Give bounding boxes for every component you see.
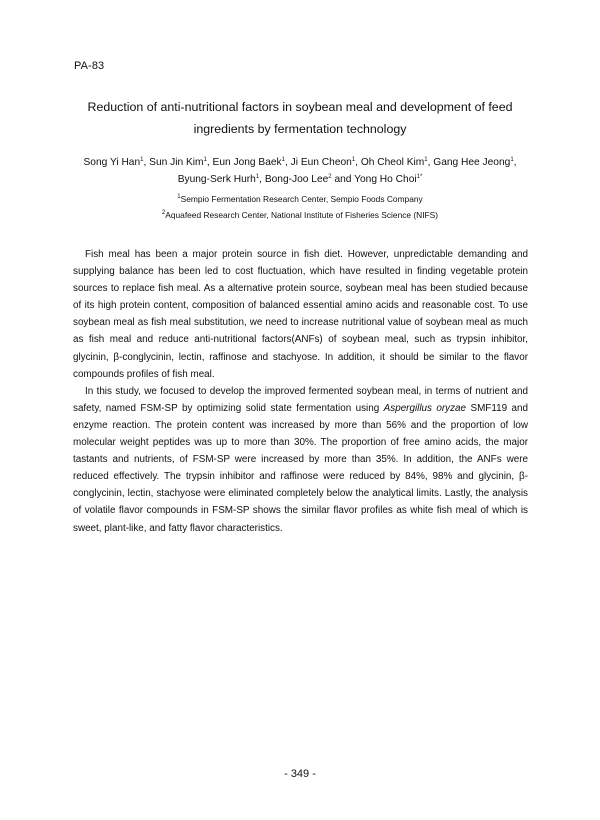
author-affiliation-mark: 1: [510, 157, 514, 163]
author-affiliation-mark: 1: [351, 157, 356, 163]
author-name: Sun Jin Kim: [149, 157, 204, 168]
page-number: - 349 -: [284, 768, 316, 780]
author-name: Gang Hee Jeong: [433, 157, 511, 168]
author-name: Eun Jong Baek: [212, 157, 282, 168]
affiliation-text: Aquafeed Research Center, National Institute of Fisheries Science (NIFS): [165, 210, 439, 220]
author-separator: ,: [427, 157, 434, 168]
author-name: Bong-Joo Lee: [264, 174, 329, 185]
title-line-2: ingredients by fermentation technology: [193, 122, 407, 136]
author-separator: ,: [513, 157, 517, 168]
author-separator: ,: [143, 157, 150, 168]
author-separator: ,: [284, 157, 291, 168]
author-separator: ,: [355, 157, 361, 168]
affiliation-text: Sempio Fermentation Research Center, Sempio Foods Company: [180, 194, 423, 204]
author-separator: ,: [259, 174, 265, 185]
abstract-paragraph-1: Fish meal has been a major protein source in fish diet. However, unpredictable demanding and supplying balance has been led to cost fluctuation, which have resulted in finding vegetable protein sources to replace fish meal. As a alternative protein source, soybean meal has been studied because of its high protein content, composition of balanced essential amino acids and reasonable cost. To use soybean meal as fish meal substitution, we need to increase nutritional value of soybean meal as much as fish meal and reduce anti-nutritional factors(ANFs) of soybean meal, such as trypsin inhibitor, glycinin, β-conglycinin, lectin, raffinose and stachyose. In addition, it should be similar to the flavor compounds profiles of fish meal.: [73, 249, 528, 380]
abstract-code: PA-83: [74, 60, 105, 72]
abstract-body: [73, 246, 528, 537]
author-affiliation-mark: 1: [203, 157, 207, 163]
author-affiliation-mark: 2: [328, 174, 332, 180]
paragraph-text: SMF119 and enzyme reaction. The protein content was increased by more than 56% and the proportion of low molecular weight peptides was up to more than 30%. The proportion of free amino acids, the major tastants and nutrients, of FSM-SP were increased by more than 35%. In addition, the ANFs were reduced effectively. The trypsin inhibitor and raffinose were reduced by 84%, 98% and glycinin, β-conglycinin, lectin, stachyose were eliminated completely below the analytical limits. Lastly, the analysis of volatile flavor compounds in FSM-SP shows the similar flavor profiles as white fish meal of which is sweet, plant-like, and fatty flavor characteristics.: [73, 402, 528, 534]
author-separator: ,: [206, 157, 213, 168]
paragraph-text: In this study, we focused to develop the improved fermented soybean meal, in terms of nutrient and safety, named FSM-SP by optimizing solid state fermentation using: [73, 385, 528, 414]
author-affiliation-mark: 1: [255, 174, 260, 180]
author-name: Song Yi Han: [83, 157, 141, 168]
author-affiliation-mark: 1: [424, 157, 428, 163]
affiliation-mark: 2: [161, 210, 166, 216]
author-affiliation-mark: 1*: [416, 174, 423, 180]
title-line-1: Reduction of anti-nutritional factors in soybean meal and development of feed: [87, 100, 513, 114]
affiliation-2: [60, 208, 540, 222]
author-list: [60, 154, 540, 188]
author-name: Ji Eun Cheon: [290, 157, 352, 168]
affiliation-mark: 1: [177, 194, 181, 200]
author-affiliation-mark: 1: [281, 157, 285, 163]
abstract-paragraph-2: [73, 383, 528, 537]
author-separator: and: [331, 174, 355, 185]
author-name: Oh Cheol Kim: [360, 157, 425, 168]
author-name: Byung-Serk Hurh: [177, 174, 256, 185]
author-name: Yong Ho Choi: [354, 174, 417, 185]
author-affiliation-mark: 1: [140, 157, 144, 163]
paper-title: [60, 96, 540, 140]
species-name: Aspergillus oryzae: [383, 402, 467, 414]
affiliation-1: [60, 192, 540, 206]
